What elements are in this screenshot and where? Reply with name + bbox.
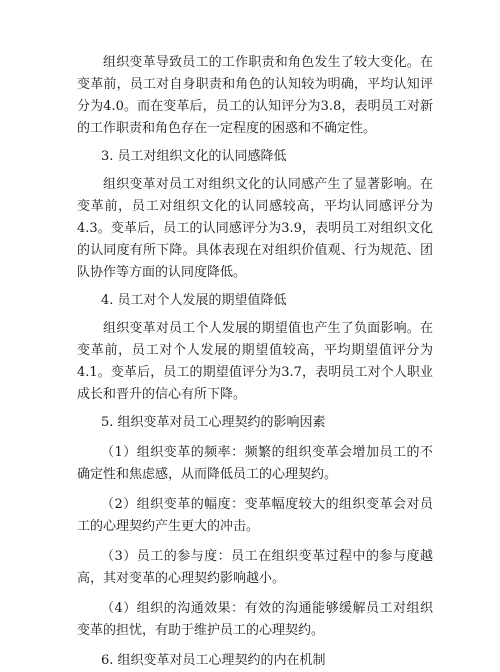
heading-personal-development: 4. 员工对个人发展的期望值降低 [101, 293, 287, 308]
factor-participation: （3）员工的参与度：员工在组织变革过程中的参与度越高，其对变革的心理契约影响越小。 [77, 549, 433, 586]
paragraph-role-change: 组织变革导致员工的工作职责和角色发生了较大变化。在变革前，员工对自身职责和角色的认知较为明确，平均认知评分为4.0。而在变革后，员工的认知评分为3.8，表明员工对新的工作职责和角色存在一定程度的困惑和不确定性。 [77, 55, 433, 136]
heading-internal-mechanism: 6. 组织变革对员工心理契约的内在机制 [101, 653, 326, 668]
paragraph-culture-identity: 组织变革对员工对组织文化的认同感产生了显著影响。在变革前，员工对组织文化的认同感较高，平均认同感评分为4.3。变革后，员工的认同感评分为3.9，表明员工对组织文化的认同度有所下降。具体表现在对组织价值观、行为规范、团队协作等方面的认同度降低。 [77, 177, 433, 280]
factor-communication: （4）组织的沟通效果：有效的沟通能够缓解员工对组织变革的担忧，有助于维护员工的心理契约。 [77, 601, 433, 638]
document-page [77, 52, 433, 672]
heading-culture-identity: 3. 员工对组织文化的认同感降低 [101, 149, 287, 164]
factor-magnitude: （2）组织变革的幅度：变革幅度较大的组织变革会对员工的心理契约产生更大的冲击。 [77, 497, 433, 534]
factor-frequency: （1）组织变革的频率：频繁的组织变革会增加员工的不确定性和焦虑感，从而降低员工的心理契约。 [77, 445, 433, 482]
heading-influencing-factors: 5. 组织变革对员工心理契约的影响因素 [101, 415, 326, 430]
paragraph-personal-development: 组织变革对员工个人发展的期望值也产生了负面影响。在变革前，员工对个人发展的期望值较高，平均期望值评分为4.1。变革后，员工的期望值评分为3.7，表明员工对个人职业成长和晋升的信心有所下降。 [77, 321, 433, 402]
